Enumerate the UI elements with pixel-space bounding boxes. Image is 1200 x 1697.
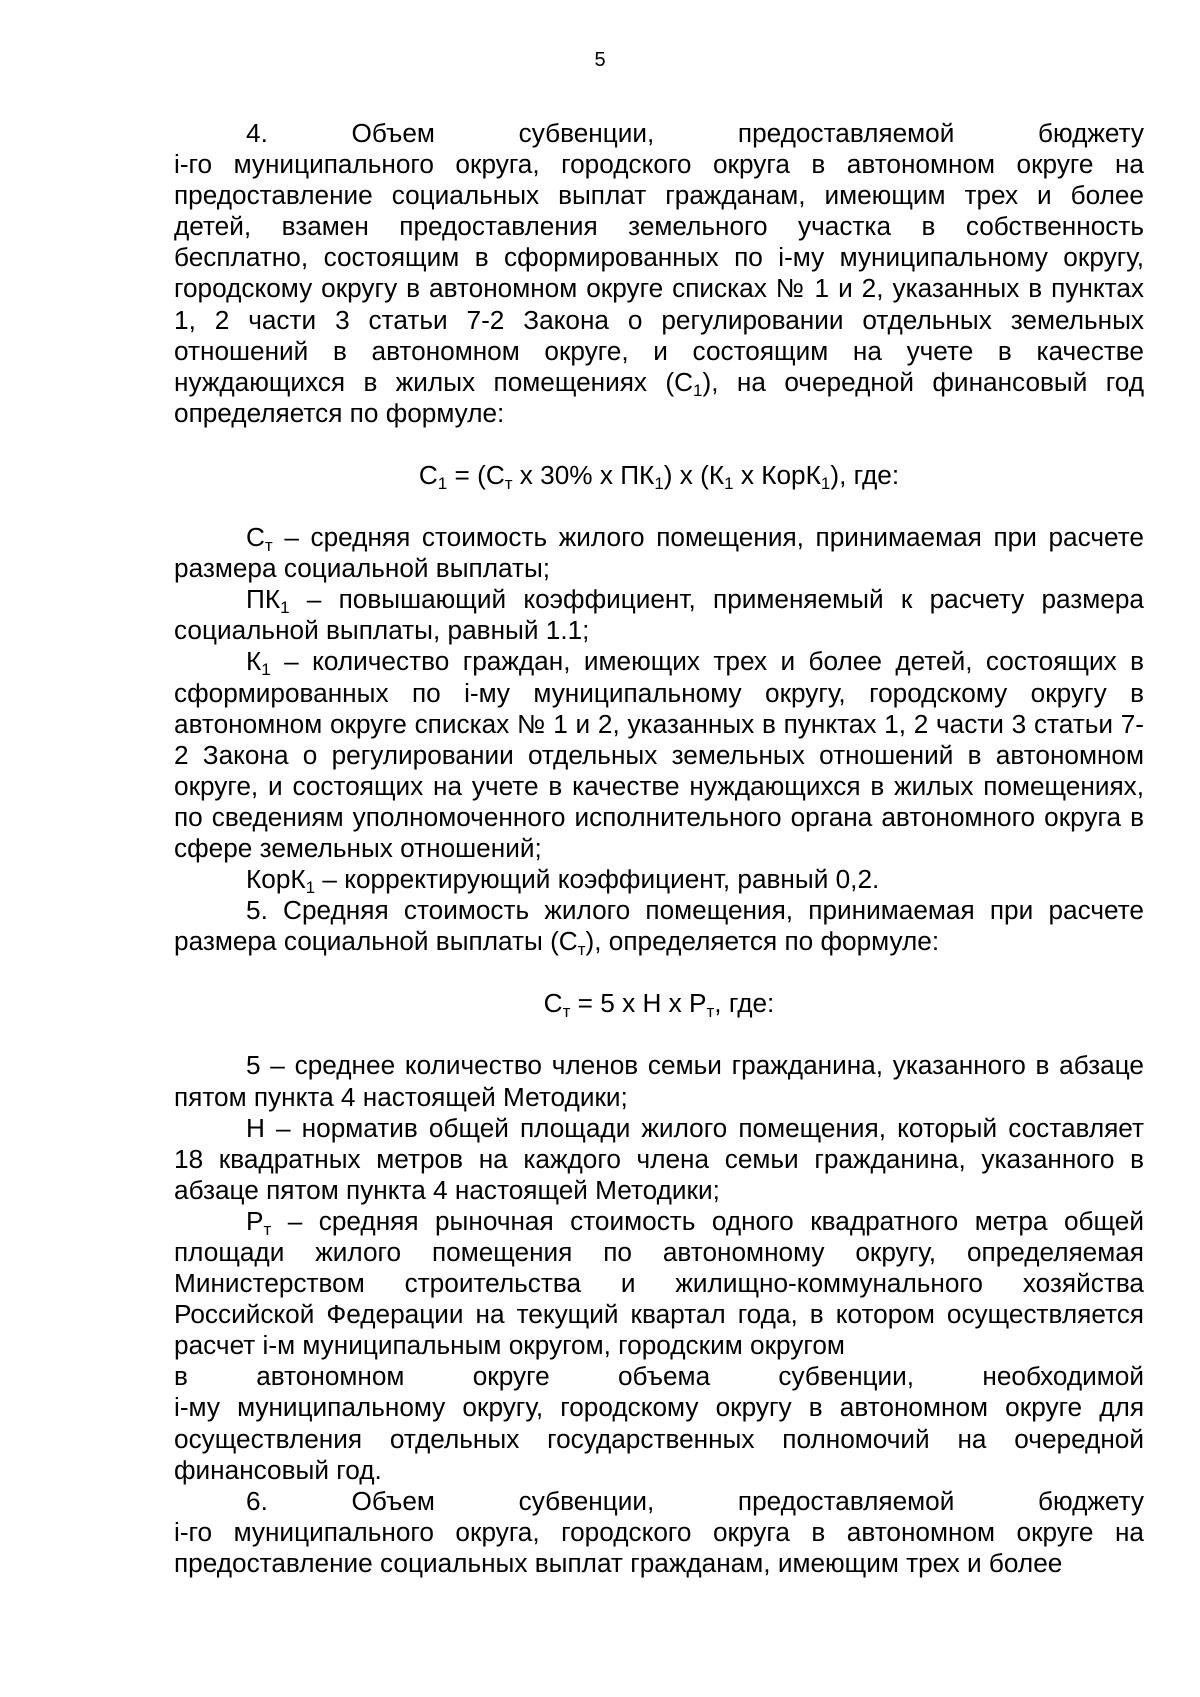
word: округе xyxy=(472,1361,550,1392)
formula-c1: $С_1 = (С_т$ x 30% x $ПК_1$) x ($К_1$ x КорК$_1$), где: xyxy=(418,459,900,493)
word: необходимой xyxy=(982,1361,1144,1392)
paragraph-6-first-line xyxy=(174,1486,1144,1517)
paragraph-4-first-line xyxy=(174,118,1144,149)
definition-k1: $К_1$ – количество граждан, имеющих трех и более детей, состоящих в сформированных по i-му муниципальному округу, городскому округу в автономном округе списках № 1 и 2, указанных в пунктах 1, 2 части 3 статьи 7-2 Закона о регулировании отдельных земельных отношений в автономном округе, и состоящих на учете в качестве нуждающихся в жилых помещениях, по сведениям уполномоченного исполнительного органа автономного округа в сфере земельных отношений; xyxy=(174,646,1144,863)
definition-pt-spaced-line xyxy=(174,1361,1144,1392)
definition-5: 5 – среднее количество членов семьи гражданина, указанного в абзаце пятом пункта 4 настоящей Методики; xyxy=(174,1050,1144,1112)
definition-kork1: КорК$_1$ – корректирующий коэффициент, равный 0,2. xyxy=(246,864,880,898)
definition-ct: $С_т$ – средняя стоимость жилого помещения, принимаемая при расчете размера социальной выплаты; xyxy=(174,522,1144,584)
word: субвенции, xyxy=(518,118,655,148)
definition-pt: $Р_т$ – средняя рыночная стоимость одного квадратного метра общей площади жилого помещения по автономному округу, определяемая Министерством строительства и жилищно-коммунального хозяйства Российской Федерации на текущий квартал года, в котором осуществляется расчет i-м муниципальным округом, городским округом xyxy=(174,1205,1144,1361)
word: бюджету xyxy=(1038,118,1144,148)
subscript: 1 xyxy=(693,380,703,400)
definition-n: Н – норматив общей площади жилого помещения, который составляет 18 квадратных метров на каждого члена семьи гражданина, указанного в абзаце пятом пункта 4 настоящей Методики; xyxy=(174,1112,1144,1205)
text: i-го муниципального округа, городского округа в автономном округе на предоставление социальных выплат гражданам, имеющим трех и более детей, взамен предоставления земельного участка в собственность бесплатно, состоящим в сформированных по i-му муниципальному округу, городскому округу в автономном округе списках № 1 и 2, указанных в пунктах 1, 2 части 3 статьи 7-2 Закона о регулировании отдельных земельных отношений в автономном округе, и состоящим на учете в качестве нуждающихся в жилых помещениях (С xyxy=(174,149,1144,397)
word: Объем xyxy=(351,1485,435,1516)
word: предоставляемой xyxy=(737,1485,955,1516)
document-body xyxy=(174,118,1144,1579)
paragraph-4-number: 4. xyxy=(246,118,268,148)
word: Объем xyxy=(351,118,435,148)
word: объема xyxy=(617,1361,711,1392)
page-number: 5 xyxy=(594,49,606,71)
word: субвенции, xyxy=(778,1361,915,1392)
word: субвенции, xyxy=(518,1485,655,1516)
word: бюджету xyxy=(1038,1485,1144,1516)
paragraph-6-number: 6. xyxy=(246,1485,268,1516)
definition-pk1: $ПК_1$ – повышающий коэффициент, применяемый к расчету размера социальной выплаты, равный 1.1; xyxy=(174,584,1144,646)
definition-pt-continued: i-му муниципальному округу, городскому округу в автономном округе для осуществления отдельных государственных полномочий на очередной финансовый год. xyxy=(174,1392,1144,1485)
paragraph-4-body xyxy=(174,149,1144,429)
paragraph-5: 5. Средняя стоимость жилого помещения, принимаемая при расчете размера социальной выплаты $(С_т)$, определяется по формуле: xyxy=(174,895,1144,960)
word: в xyxy=(174,1361,188,1392)
word: предоставляемой xyxy=(737,118,955,148)
word: автономном xyxy=(256,1361,405,1392)
paragraph-6-body: i-го муниципального округа, городского округа в автономном округе на предоставление социальных выплат гражданам, имеющим трех и более xyxy=(174,1516,1144,1578)
text: ), на очередной финансовый год определяется по формуле: xyxy=(174,366,1144,428)
formula-ct: $С_т = 5$ x Н x $Р_т$, где: xyxy=(543,988,775,1022)
